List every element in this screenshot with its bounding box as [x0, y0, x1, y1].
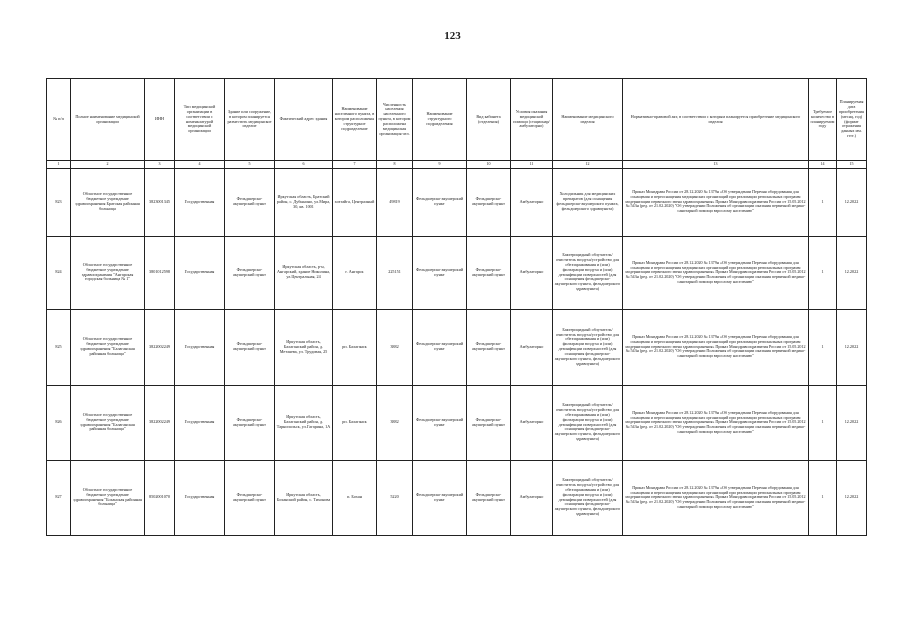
table-row: [47, 385, 867, 460]
cell-date: 12.2022: [837, 460, 867, 535]
cell-building: Фельдшерско-акушерский пункт: [225, 309, 275, 385]
table-row: [47, 309, 867, 385]
cell-inn: 3822002249: [145, 309, 175, 385]
table-row: [47, 168, 867, 236]
cell-type: Государственная: [175, 309, 225, 385]
cell-date: 12.2022: [837, 309, 867, 385]
column-number: 5: [225, 161, 275, 169]
column-header: Наименование медицинского изделия: [553, 79, 623, 161]
cell-type: Государственная: [175, 460, 225, 535]
column-header: ИНН: [145, 79, 175, 161]
column-header: Требуемое количество в планируемом году: [809, 79, 837, 161]
cell-population: 3882: [377, 385, 413, 460]
cell-act: Приказ Минздрава России от 28.12.2020 № 1379н «Об утверждении Перечня оборудования для оснащения и переоснащения медицинских организаций при реализации региональных программ модернизации первичного звена здравоохранения» Приказ Минздравсоцразвития России от 15.05.2012 № 543н (ред. от 21.02.2020) "Об утверждении Положения об организации оказания первичной медико-санитарной помощи взрослому населению": [623, 309, 809, 385]
cell-inn: 3823001345: [145, 168, 175, 236]
column-header: Полное наименование медицинской организации: [71, 79, 145, 161]
cell-no: 827: [47, 460, 71, 535]
cell-address: Иркутская область, Боханский район, с. Тихонова: [275, 460, 333, 535]
header-row: [47, 79, 867, 161]
column-number: 12: [553, 161, 623, 169]
cell-cabinet: Фельдшерско-акушерский пункт: [467, 236, 511, 309]
cell-settlement: хозтайга, Централный: [333, 168, 377, 236]
column-header: № п/п: [47, 79, 71, 161]
cell-building: Фельдшерско-акушерский пункт: [225, 168, 275, 236]
cell-act: Приказ Минздрава России от 28.12.2020 № 1379н «Об утверждении Перечня оборудования для оснащения и переоснащения медицинских организаций при реализации региональных программ модернизации первичного звена здравоохранения» Приказ Минздравсоцразвития России от 15.05.2012 № 543н (ред. от 21.02.2020) "Об утверждении Положения об организации оказания первичной медико-санитарной помощи взрослому населению": [623, 460, 809, 535]
cell-no: 823: [47, 168, 71, 236]
column-number: 2: [71, 161, 145, 169]
table-row: [47, 460, 867, 535]
cell-org: Областное государственное бюджетное учреждение здравоохранения "Боханская районная больница": [71, 460, 145, 535]
cell-qty: 1: [809, 309, 837, 385]
cell-unit: Фельдшерско-акушерский пункт: [413, 309, 467, 385]
cell-qty: 1: [809, 460, 837, 535]
cell-building: Фельдшерско-акушерский пункт: [225, 236, 275, 309]
cell-date: 12.2022: [837, 385, 867, 460]
cell-population: 49819: [377, 168, 413, 236]
column-number: 4: [175, 161, 225, 169]
column-header: Фактический адрес здания: [275, 79, 333, 161]
cell-qty: 1: [809, 385, 837, 460]
cell-no: 824: [47, 236, 71, 309]
cell-inn: 8502001070: [145, 460, 175, 535]
cell-date: 12.2022: [837, 236, 867, 309]
column-number: 15: [837, 161, 867, 169]
equipment-registry-table: [46, 78, 867, 536]
column-number-row: [47, 161, 867, 169]
cell-org: Областное государственное бюджетное учреждение здравоохранения "Балаганская районная больница": [71, 385, 145, 460]
cell-cabinet: Фельдшерско-акушерский пункт: [467, 168, 511, 236]
column-header: Условия оказания медицинской помощи (стационар/амбулаторно): [511, 79, 553, 161]
column-header: Наименование структурного подразделения: [413, 79, 467, 161]
cell-cabinet: Фельдшерско-акушерский пункт: [467, 385, 511, 460]
cell-qty: 1: [809, 236, 837, 309]
cell-settlement: п. Бохан: [333, 460, 377, 535]
cell-act: Приказ Минздрава России от 28.12.2020 № 1379н «Об утверждении Перечня оборудования для оснащения и переоснащения медицинских организаций при реализации региональных программ модернизации первичного звена здравоохранения» Приказ Минздравсоцразвития России от 15.05.2012 № 543н (ред. от 21.02.2020) "Об утверждении Положения об организации оказания первичной медико-санитарной помощи взрослому населению": [623, 168, 809, 236]
column-header: Нормативно-правовой акт, в соответствии с которым планируется приобретение медицинского изделия: [623, 79, 809, 161]
cell-address: Иркутская область, Балаганский район, д. Тарнопольск, ул.Гагарина, 1А: [275, 385, 333, 460]
cell-population: 5220: [377, 460, 413, 535]
column-number: 7: [333, 161, 377, 169]
cell-org: Областное государственное бюджетное учреждение здравоохранения Братская районная больница: [71, 168, 145, 236]
cell-org: Областное государственное бюджетное учреждение здравоохранения "Ангарская городская больница № 1": [71, 236, 145, 309]
cell-type: Государственная: [175, 385, 225, 460]
column-number: 11: [511, 161, 553, 169]
table-row: [47, 236, 867, 309]
cell-address: Иркутская область, Балаганский район, д. Метляева, ул. Трудовая, 25: [275, 309, 333, 385]
cell-conditions: Амбулаторно: [511, 309, 553, 385]
column-number: 1: [47, 161, 71, 169]
column-number: 3: [145, 161, 175, 169]
cell-conditions: Амбулаторно: [511, 385, 553, 460]
column-number: 13: [623, 161, 809, 169]
cell-no: 825: [47, 309, 71, 385]
cell-qty: 1: [809, 168, 837, 236]
cell-type: Государственная: [175, 168, 225, 236]
cell-settlement: г. Ангарск: [333, 236, 377, 309]
column-header: Наименование населенного пункта, в котором расположены структурное подразделение: [333, 79, 377, 161]
cell-unit: Фельдшерско-акушерский пункт: [413, 168, 467, 236]
page-number: 123: [444, 30, 461, 42]
cell-date: 12.2022: [837, 168, 867, 236]
cell-act: Приказ Минздрава России от 28.12.2020 № 1379н «Об утверждении Перечня оборудования для оснащения и переоснащения медицинских организаций при реализации региональных программ модернизации первичного звена здравоохранения» Приказ Минздравсоцразвития России от 15.05.2012 № 543н (ред. от 21.02.2020) "Об утверждении Положения об организации оказания первичной медико-санитарной помощи взрослому населению": [623, 385, 809, 460]
cell-unit: Фельдшерско-акушерский пункт: [413, 385, 467, 460]
cell-conditions: Амбулаторно: [511, 168, 553, 236]
column-number: 14: [809, 161, 837, 169]
cell-device: Бактерицидный облучатель/очиститель воздуха/устройство для обеззараживания и (или) фильтрации воздуха и (или) дезинфекции поверхностей (для оснащения фельдшерско-акушерского пункта, фельдшерского здравпункта): [553, 385, 623, 460]
cell-conditions: Амбулаторно: [511, 236, 553, 309]
cell-cabinet: Фельдшерско-акушерский пункт: [467, 309, 511, 385]
cell-inn: 3801012598: [145, 236, 175, 309]
cell-no: 826: [47, 385, 71, 460]
column-number: 8: [377, 161, 413, 169]
cell-settlement: рп. Балаганск: [333, 309, 377, 385]
cell-address: Иркутская область, р-н, Ангарский, здание Николина, ул.Центральная, 24: [275, 236, 333, 309]
cell-device: Бактерицидный облучатель/очиститель воздуха/устройство для обеззараживания и (или) фильтрации воздуха и (или) дезинфекции поверхностей (для оснащения фельдшерско-акушерского пункта, фельдшерского здравпункта): [553, 309, 623, 385]
cell-device: Холодильник для медицинских препаратов (для оснащения фельдшерско-акушерского пункта, фельдшерского здравпункта): [553, 168, 623, 236]
table-body: [47, 168, 867, 535]
cell-inn: 3822002249: [145, 385, 175, 460]
cell-device: Бактерицидный облучатель/очиститель воздуха/устройство для обеззараживания и (или) фильтрации воздуха и (или) дезинфекции поверхностей (для оснащения фельдшерско-акушерского пункта, фельдшерского здравпункта): [553, 236, 623, 309]
cell-address: Иркутская область, Братский район, с. Дубынино, ул.Мира, 30, кв. 1001: [275, 168, 333, 236]
column-header: Планируемая дата приобретения (месяц, год) (формат отражения данных мм. гггг.): [837, 79, 867, 161]
cell-unit: Фельдшерско-акушерский пункт: [413, 236, 467, 309]
cell-settlement: рп. Балаганск: [333, 385, 377, 460]
cell-org: Областное государственное бюджетное учреждение здравоохранения "Балаганская районная больница": [71, 309, 145, 385]
cell-building: Фельдшерско-акушерский пункт: [225, 385, 275, 460]
column-header: Здание или сооружение, в котором планируется разместить медицинское изделие: [225, 79, 275, 161]
column-header: Тип медицинской организации в соответствии с номенклатурой медицинской организации: [175, 79, 225, 161]
cell-device: Бактерицидный облучатель/очиститель воздуха/устройство для обеззараживания и (или) фильтрации воздуха и (или) дезинфекции поверхностей (для оснащения фельдшерско-акушерского пункта, фельдшерского здравпункта): [553, 460, 623, 535]
cell-cabinet: Фельдшерско-акушерский пункт: [467, 460, 511, 535]
cell-population: 3882: [377, 309, 413, 385]
cell-conditions: Амбулаторно: [511, 460, 553, 535]
cell-building: Фельдшерско-акушерский пункт: [225, 460, 275, 535]
cell-population: 225151: [377, 236, 413, 309]
column-number: 10: [467, 161, 511, 169]
column-number: 9: [413, 161, 467, 169]
cell-act: Приказ Минздрава России от 28.12.2020 № 1379н «Об утверждении Перечня оборудования для оснащения и переоснащения медицинских организаций при реализации региональных программ модернизации первичного звена здравоохранения» Приказ Минздравсоцразвития России от 15.05.2012 № 543н (ред. от 21.02.2020) "Об утверждении Положения об организации оказания первичной медико-санитарной помощи взрослому населению": [623, 236, 809, 309]
cell-type: Государственная: [175, 236, 225, 309]
cell-unit: Фельдшерско-акушерский пункт: [413, 460, 467, 535]
column-number: 6: [275, 161, 333, 169]
column-header: Вид кабинета (отделения): [467, 79, 511, 161]
column-header: Численность населения населенного пункта, в котором расположена медицинская организация чел.: [377, 79, 413, 161]
